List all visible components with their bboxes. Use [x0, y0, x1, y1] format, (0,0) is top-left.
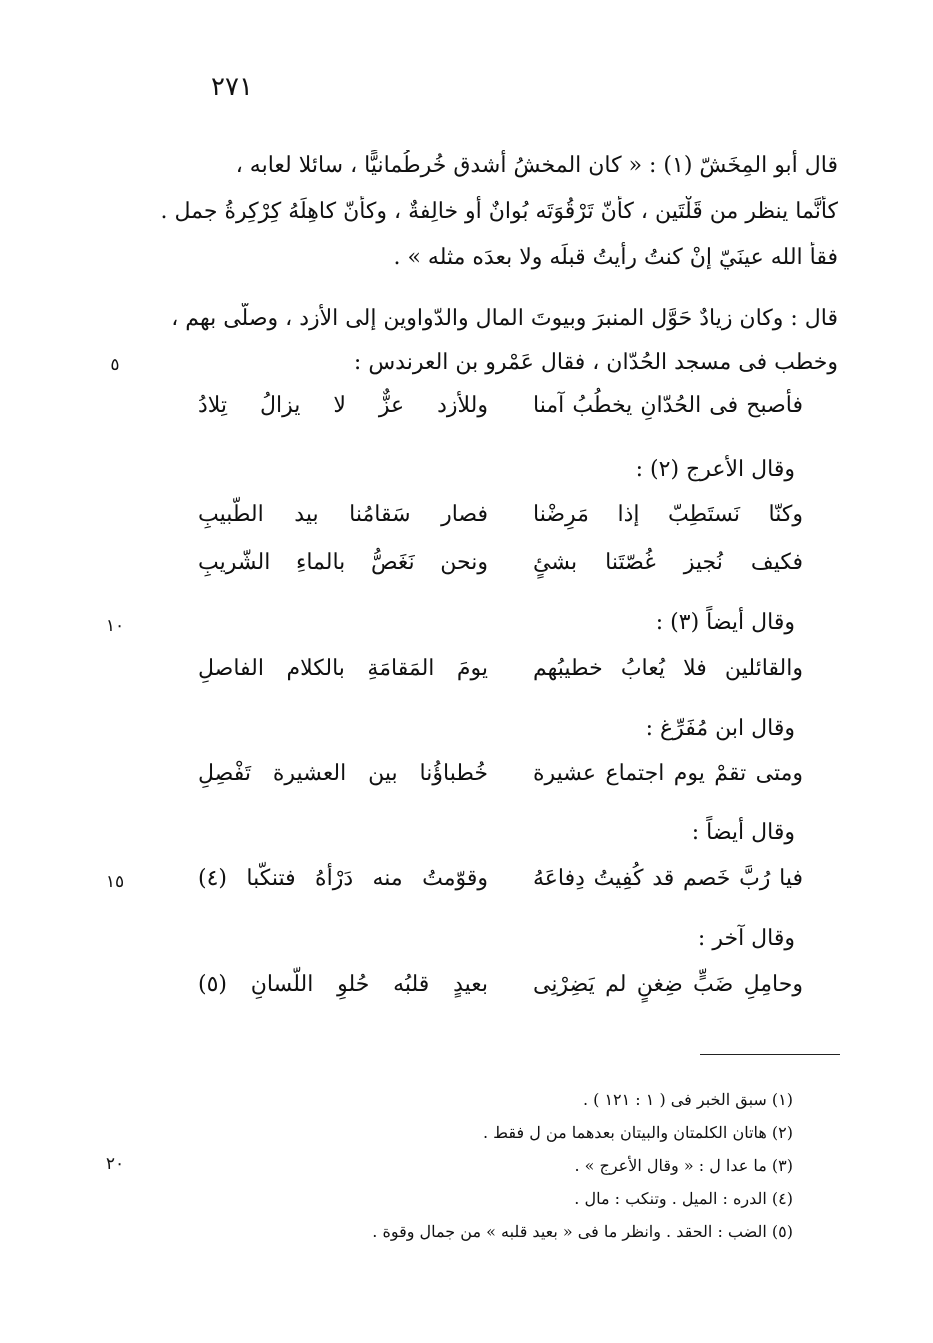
verse-first-hemistich: والقائلين فلا يُعابُ خطيبُهم [533, 656, 803, 681]
verse-first-hemistich: وحامِلِ ضَبٍّ ضِغنٍ لم يَضِرْنِى [533, 972, 803, 997]
line-number-marker: ١٥ [105, 872, 125, 892]
footnote: (٤) الدره : الميل . وتنكب : مال . [574, 1189, 793, 1208]
line-number-marker: ٥ [110, 355, 120, 375]
paragraph-ziyad [93, 303, 838, 378]
footnote: (٣) ما عدا ل : « وقال الأعرج » . [574, 1156, 793, 1175]
text-line: قال أبو المِخَشّ (١) : « كان المخشُ أشدق خُرطُمانيًّا ، سائلا لعابه ، [235, 153, 838, 178]
verse-first-hemistich: فكيف نُجيز غُصّتَنا بشئٍ [533, 550, 803, 575]
verse-second-hemistich: فصار سَقامُنا بيد الطّبيبِ [198, 502, 488, 527]
line-number-marker: ٢٠ [105, 1154, 125, 1174]
text-line: فقأ الله عينَيّ إنْ كنتُ رأيتُ قبلَه ولا بعدَه مثله » . [393, 245, 838, 270]
verse-second-hemistich: بعيدٍ قلبُه حُلوِ اللّسانِ (٥) [198, 972, 488, 997]
verse-first-hemistich: فيا رُبَّ خَصم قد كُفِيتُ دِفاعَهُ [533, 866, 803, 891]
text-line: قال : وكان زيادٌ حَوَّل المنبرَ وبيوتَ المال والدّواوين إلى الأزد ، وصلّى بهم ، [171, 306, 838, 331]
verse-second-hemistich: يومَ المَقامَةِ بالكلام الفاصلِ [198, 656, 488, 681]
text-line: كأنَّما ينظر من قَلْتَين ، كأنّ تَرْقُوَتَه بُوانٌ أو خالِفةٌ ، وكأنّ كاهِلَهُ كِرْكِرةُ جمل . [160, 199, 838, 224]
verse-intro: وقال أيضاً (٣) : [655, 610, 795, 635]
footnote-separator [700, 1054, 840, 1055]
paragraph-abu-al-mikhash [93, 150, 838, 273]
text-line: وخطب فى مسجد الحُدّان ، فقال عَمْرو بن العرندس : [353, 350, 838, 375]
verse-second-hemistich: وقوّمتُ منه دَرْأهُ فتنكّبا (٤) [198, 866, 488, 891]
verse-line [198, 502, 803, 536]
verse-line [198, 761, 803, 795]
verse-second-hemistich: وللأزد عزٌّ لا يزالُ تِلادُ [198, 393, 488, 418]
verse-second-hemistich: ونحن نَغَصُّ بالماءِ الشّريبِ [198, 550, 488, 575]
verse-first-hemistich: فأصبح فى الحُدّانِ يخطُبُ آمنا [533, 393, 803, 418]
verse-intro: وقال الأعرج (٢) : [635, 457, 795, 482]
footnote: (١) سبق الخبر فى ( ١ : ١٢١ ) . [582, 1090, 793, 1109]
verse-intro: وقال أيضاً : [691, 820, 795, 845]
verse-second-hemistich: خُطباؤُنا بين العشيرة تَفْصِلِ [198, 761, 488, 786]
verse-line [198, 866, 803, 900]
verse-intro: وقال آخر : [697, 926, 795, 951]
line-number-marker: ١٠ [105, 616, 125, 636]
footnote: (٥) الضب : الحقد . وانظر ما فى « بعيد قلبه » من جمال وقوة . [372, 1222, 793, 1241]
verse-first-hemistich: ومتى تقمْ يوم اجتماع عشيرة [533, 761, 803, 786]
verse-line [198, 656, 803, 690]
footnote: (٢) هاتان الكلمتان والبيتان بعدهما من ل فقط . [483, 1123, 793, 1142]
verse-line [198, 972, 803, 1006]
page-number: ٢٧١ [211, 72, 253, 102]
verse-intro: وقال ابن مُفَرِّغ : [645, 716, 795, 741]
verse-first-hemistich: وكنّا نَستَطِبّ إذا مَرِضْنا [533, 502, 803, 527]
verse-line [198, 393, 803, 427]
verse-line [198, 550, 803, 584]
